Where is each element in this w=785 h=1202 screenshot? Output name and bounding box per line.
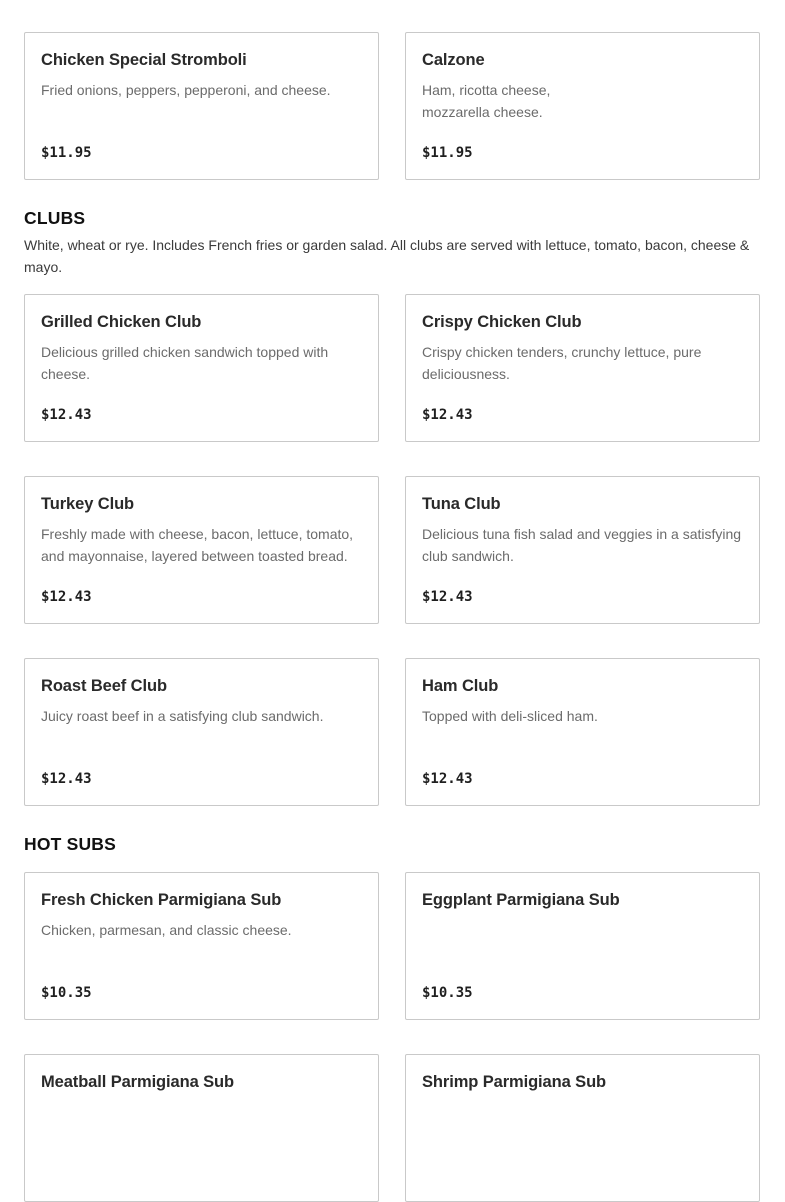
item-description: Chicken, parmesan, and classic cheese. (41, 922, 292, 938)
item-price: $12.43 (422, 771, 473, 787)
menu-item-card[interactable] (24, 32, 379, 180)
item-name: Ham Club (422, 677, 499, 695)
menu-item-card[interactable] (405, 658, 760, 806)
item-description: Juicy roast beef in a satisfying club sandwich. (41, 708, 324, 724)
item-name: Turkey Club (41, 495, 135, 513)
section-description: White, wheat or rye. Includes French fries or garden salad. All clubs are served with lettuce, tomato, bacon, cheese & mayo. (24, 237, 750, 275)
item-price: $12.43 (41, 771, 92, 787)
item-description: Crispy chicken tenders, crunchy lettuce, pure deliciousness. (422, 344, 702, 382)
item-name: Eggplant Parmigiana Sub (422, 891, 620, 909)
item-price: $12.43 (422, 407, 473, 423)
item-description: Topped with deli-sliced ham. (422, 708, 598, 724)
menu-item-card[interactable] (405, 294, 760, 442)
menu-item-card[interactable] (405, 1054, 760, 1202)
item-price: $11.95 (422, 145, 473, 161)
section-title: CLUBS (24, 208, 86, 228)
item-description: Fried onions, peppers, pepperoni, and cheese. (41, 82, 331, 98)
item-description: Ham, ricotta cheese, mozzarella cheese. (422, 82, 551, 120)
menu-item-card[interactable] (405, 872, 760, 1020)
item-price: $12.43 (422, 589, 473, 605)
item-name: Fresh Chicken Parmigiana Sub (41, 891, 282, 909)
item-name: Calzone (422, 51, 485, 69)
item-name: Meatball Parmigiana Sub (41, 1073, 235, 1091)
item-price: $10.35 (422, 985, 473, 1001)
menu-item-card[interactable] (24, 1054, 379, 1202)
menu-item-card[interactable] (405, 32, 760, 180)
item-description: Freshly made with cheese, bacon, lettuce, tomato, and mayonnaise, layered between toasted bread. (41, 526, 354, 564)
item-name: Chicken Special Stromboli (41, 51, 247, 69)
item-price: $12.43 (41, 589, 92, 605)
menu-item-card[interactable] (24, 476, 379, 624)
menu-item-card[interactable] (405, 476, 760, 624)
menu-item-card[interactable] (24, 294, 379, 442)
item-description: Delicious tuna fish salad and veggies in a satisfying club sandwich. (422, 526, 742, 564)
item-price: $10.35 (41, 985, 92, 1001)
item-name: Grilled Chicken Club (41, 313, 202, 331)
menu-item-card[interactable] (24, 658, 379, 806)
section-title: HOT SUBS (24, 834, 117, 854)
item-price: $12.43 (41, 407, 92, 423)
menu-item-card[interactable] (24, 872, 379, 1020)
item-description: Delicious grilled chicken sandwich topped with cheese. (41, 344, 329, 382)
item-name: Shrimp Parmigiana Sub (422, 1073, 607, 1091)
item-name: Roast Beef Club (41, 677, 167, 695)
item-name: Crispy Chicken Club (422, 313, 582, 331)
item-name: Tuna Club (422, 495, 501, 513)
item-price: $11.95 (41, 145, 92, 161)
